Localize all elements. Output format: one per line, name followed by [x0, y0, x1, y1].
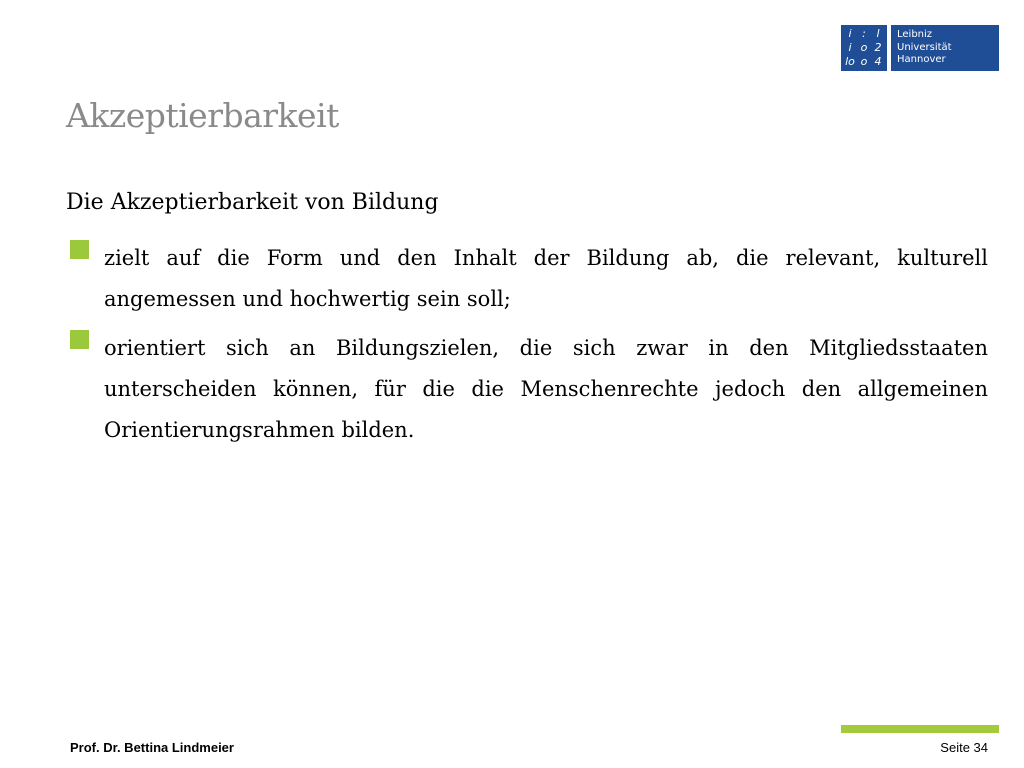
bullet-text: orientiert sich an Bildungszielen, die sich zwar in den Mitgliedsstaaten unterscheiden können, für die die Menschenrechte jedoch den allgemeinen Orientierungsrahmen bilden.	[104, 336, 988, 442]
footer-accent-bar	[841, 725, 999, 733]
logo-line: Leibniz	[897, 29, 933, 40]
logo-mark-icon	[841, 25, 887, 71]
page-number: Seite 34	[940, 740, 988, 755]
logo-glyph: i	[848, 41, 852, 54]
logo-line: Universität	[897, 41, 952, 53]
logo-glyph: 2	[874, 41, 882, 54]
slide-subtitle: Die Akzeptierbarkeit von Bildung	[66, 190, 439, 215]
logo-glyph: o	[860, 55, 868, 68]
logo-glyph: i	[848, 27, 852, 40]
logo-glyph: lo	[845, 55, 855, 68]
bullet-text: zielt auf die Form und den Inhalt der Bildung ab, die relevant, kulturell angemessen und hochwertig sein soll;	[104, 246, 988, 311]
bullet-square-icon	[70, 330, 89, 349]
logo-glyph: 4	[874, 55, 882, 68]
logo-glyph: :	[862, 27, 866, 40]
bullet-list	[70, 238, 988, 459]
footer-author: Prof. Dr. Bettina Lindmeier	[70, 740, 234, 755]
slide-title: Akzeptierbarkeit	[66, 96, 339, 135]
university-logo	[841, 25, 999, 71]
list-item	[70, 238, 988, 320]
list-item	[70, 328, 988, 451]
bullet-square-icon	[70, 240, 89, 259]
logo-line: Hannover	[897, 54, 946, 65]
logo-text	[891, 25, 999, 71]
logo-glyph: o	[860, 41, 868, 54]
logo-glyph: l	[876, 27, 880, 40]
